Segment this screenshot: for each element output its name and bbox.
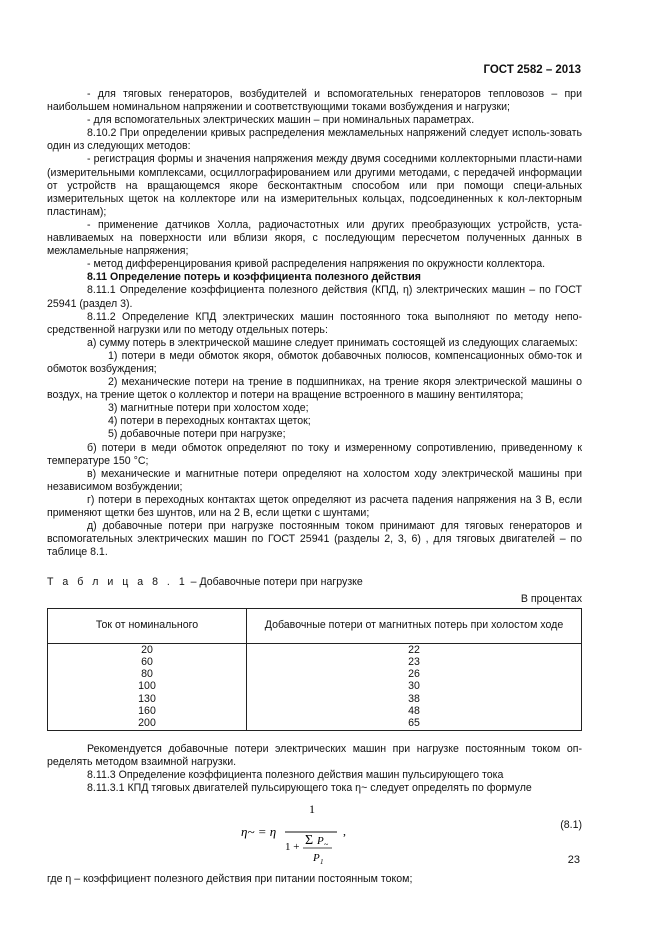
column-header-current: Ток от номинального <box>48 608 247 643</box>
paragraph: 1) потери в меди обмоток якоря, обмоток добавочных полюсов, компенсационных обмо-ток и обмоток возбуждения; <box>47 349 582 375</box>
paragraph: 8.10.2 При определении кривых распределения межламельных напряжений следует исполь-зовать один из следующих методов: <box>47 127 582 153</box>
cell-current: 200 <box>48 717 247 730</box>
formula-number: (8.1) <box>560 819 582 832</box>
cell-losses: 48 <box>247 705 582 717</box>
svg-text:1: 1 <box>320 858 324 866</box>
table-row <box>48 643 582 656</box>
paragraph: Рекомендуется добавочные потери электрических машин при нагрузке постоянным током оп-ределять методом взаимной нагрузки. <box>47 742 582 768</box>
svg-text:P: P <box>317 835 324 848</box>
where-clause: где η – коэффициент полезного действия при питании постоянным током; <box>47 873 413 886</box>
svg-text:,: , <box>343 824 346 839</box>
formula-graphic <box>237 797 377 865</box>
cell-losses: 22 <box>247 643 582 656</box>
table-row <box>48 693 582 705</box>
paragraph: - метод дифференцирования кривой распределения напряжения по окружности коллектора. <box>87 258 546 271</box>
svg-text:~: ~ <box>324 840 329 850</box>
cell-current: 130 <box>48 693 247 705</box>
paragraph: 8.11.2 Определение КПД электрических машин постоянного тока выполняют по методу непо-средственной нагрузки или по методу отдельных потерь: <box>47 310 582 336</box>
section-heading: 8.11 Определение потерь и коэффициента полезного действия <box>87 271 421 284</box>
document-header: ГОСТ 2582 – 2013 <box>483 64 581 76</box>
paragraph: - регистрация формы и значения напряжения между двумя соседними коллекторными пласти-нами (измерительными комплексами, осциллографированием или другими методами, с передачей информации от устройств на вращающемся якоре бесконтактным способом или при помощи специ-альных измерительных щеток на коллекторе или на измерительных кольцах, подсоединенных к кол-лекторным пластинам); <box>47 153 582 218</box>
table-caption-text: – Добавочные потери при нагрузке <box>187 576 363 589</box>
cell-current: 160 <box>48 705 247 717</box>
paragraph: 8.11.1 Определение коэффициента полезного действия (КПД, η) электрических машин – по ГОСТ 25941 (раздел 3). <box>47 284 582 310</box>
page-body <box>47 88 582 886</box>
cell-current: 100 <box>48 680 247 692</box>
page-number: 23 <box>567 854 580 866</box>
table-caption-prefix: Т а б л и ц а 8 . 1 <box>47 576 188 589</box>
formula-8-1 <box>47 797 582 865</box>
cell-losses: 30 <box>247 680 582 692</box>
paragraph: г) потери в переходных контактах щеток определяют из расчета падения напряжения на 3 В, если применяют щетки без шунтов, или на 2 В, если щетки с шунтами; <box>47 493 582 519</box>
cell-losses: 23 <box>247 656 582 668</box>
paragraph: 8.11.3 Определение коэффициента полезного действия машин пульсирующего тока <box>87 768 504 781</box>
svg-text:P: P <box>313 852 320 865</box>
table-row <box>48 717 582 730</box>
cell-losses: 65 <box>247 717 582 730</box>
cell-losses: 26 <box>247 668 582 680</box>
cell-current: 80 <box>48 668 247 680</box>
table-row <box>48 668 582 680</box>
paragraph: 2) механические потери на трение в подшипниках, на трение якоря электрической машины о воздух, на трение щеток о коллектор и потери на вращение встроенного в машину вентилятора; <box>47 376 582 402</box>
cell-losses: 38 <box>247 693 582 705</box>
svg-text:Σ: Σ <box>305 833 314 849</box>
table-unit: В процентах <box>520 593 582 606</box>
paragraph: 3) магнитные потери при холостом ходе; <box>108 402 309 415</box>
column-header-losses: Добавочные потери от магнитных потерь при холостом ходе <box>247 608 582 643</box>
paragraph: - для тяговых генераторов, возбудителей и вспомогательных генераторов тепловозов – при наибольшем номинальном напряжении и соответствующими токами возбуждения и нагрузки; <box>47 88 582 114</box>
paragraph: б) потери в меди обмоток определяют по току и измеренному сопротивлению, приведенному к температуре 150 °С; <box>47 441 582 467</box>
formula-lhs: η~ = η <box>241 824 277 840</box>
table-caption <box>47 576 582 589</box>
losses-table <box>47 608 582 731</box>
paragraph: д) добавочные потери при нагрузке постоянным током принимают для тяговых генераторов и вспомогательных электрических машин по ГОСТ 25941 (разделы 2, 3, 6) , для тяговых двигателей – по таблице 8.1. <box>47 520 582 559</box>
paragraph: 5) добавочные потери при нагрузке; <box>108 428 286 441</box>
paragraph: - для вспомогательных электрических машин – при номинальных параметрах. <box>87 114 475 127</box>
svg-text:1 +: 1 + <box>285 841 300 854</box>
paragraph: - применение датчиков Холла, радиочастотных или других преобразующих устройств, уста-навливаемых на поверхности или вблизи якоря, с последующим пересчетом полученных данных в межламельные напряжения; <box>47 218 582 258</box>
paragraph: 4) потери в переходных контактах щеток; <box>108 415 311 428</box>
paragraph: 8.11.3.1 КПД тяговых двигателей пульсирующего тока η~ следует определять по формуле <box>87 781 532 794</box>
paragraph: в) механические и магнитные потери определяют на холостом ходу электрической машины при независимом возбуждении; <box>47 467 582 493</box>
formula-numerator: 1 <box>309 802 315 817</box>
cell-current: 60 <box>48 656 247 668</box>
table-row <box>48 680 582 692</box>
paragraph: а) сумму потерь в электрической машине следует принимать состоящей из следующих слагаемых: <box>87 336 578 349</box>
table-row <box>48 705 582 717</box>
table-row <box>48 656 582 668</box>
cell-current: 20 <box>48 643 247 656</box>
